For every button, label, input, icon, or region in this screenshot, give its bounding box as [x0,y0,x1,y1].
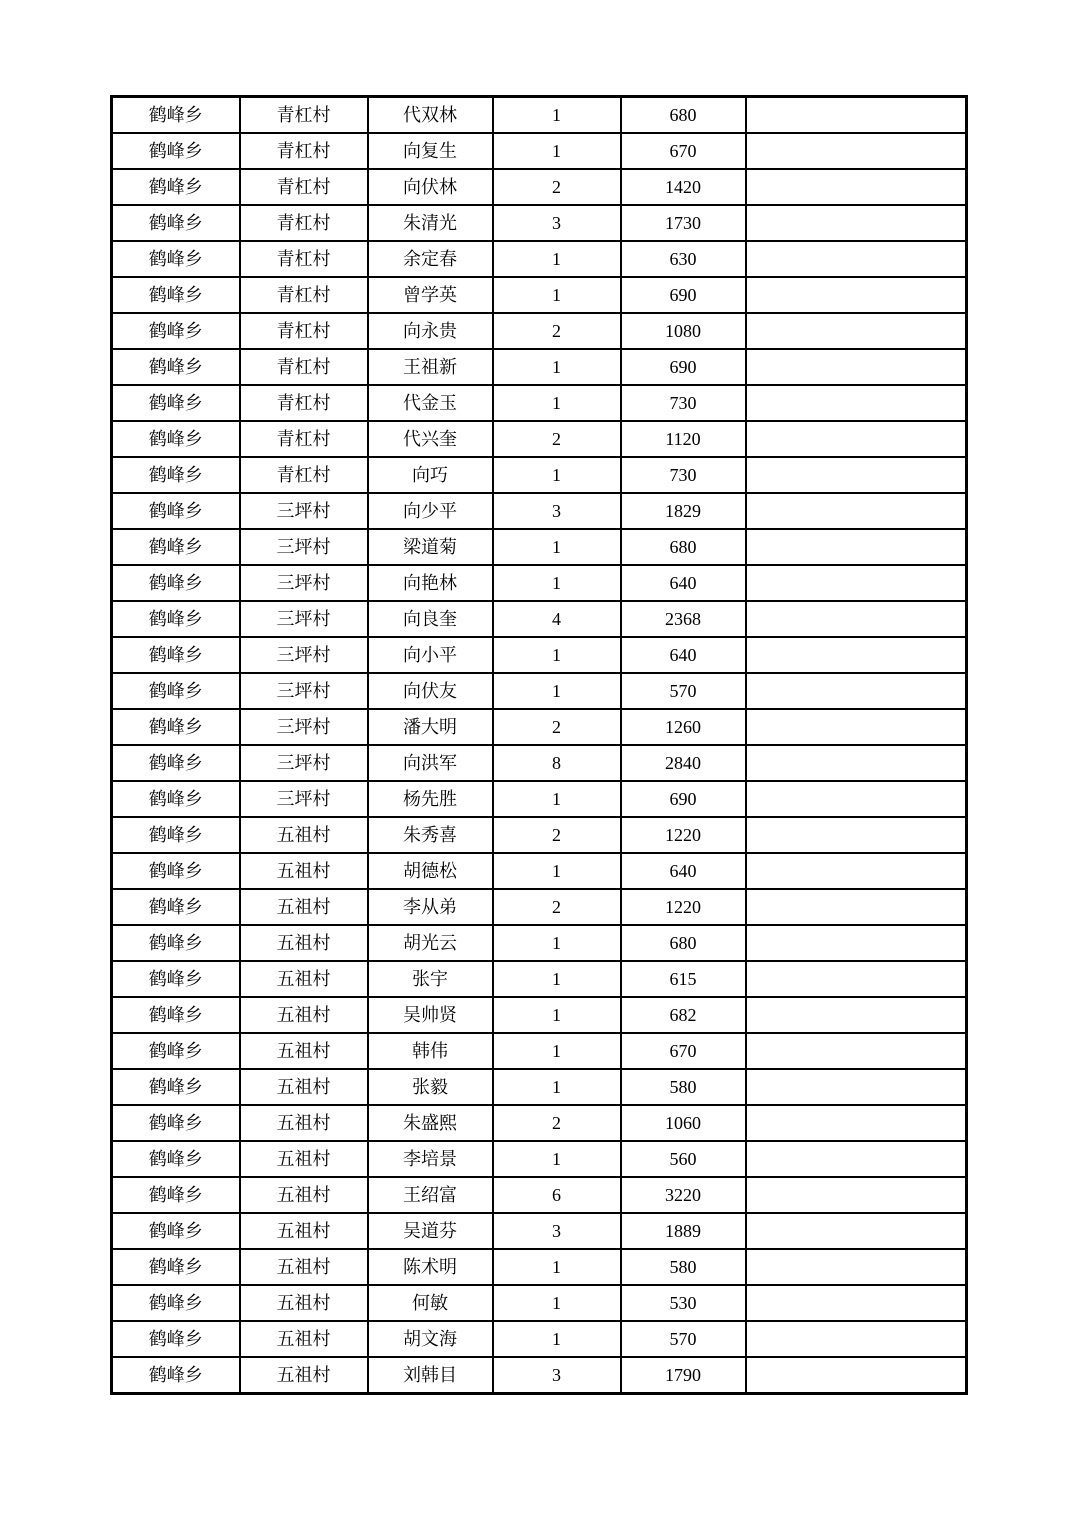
cell-township: 鹤峰乡 [112,925,240,961]
cell-amount: 1420 [621,169,746,205]
cell-remark [746,349,967,385]
table-row [112,1105,967,1141]
cell-village: 青杠村 [240,457,368,493]
cell-remark [746,277,967,313]
cell-count: 1 [493,97,621,134]
cell-name: 王绍富 [368,1177,493,1213]
cell-village: 三坪村 [240,745,368,781]
table-row [112,637,967,673]
cell-amount: 630 [621,241,746,277]
table-row [112,961,967,997]
cell-name: 何敏 [368,1285,493,1321]
cell-name: 胡光云 [368,925,493,961]
cell-township: 鹤峰乡 [112,169,240,205]
cell-count: 1 [493,1249,621,1285]
cell-count: 2 [493,889,621,925]
cell-remark [746,853,967,889]
cell-name: 代金玉 [368,385,493,421]
cell-township: 鹤峰乡 [112,637,240,673]
table-row [112,529,967,565]
cell-count: 1 [493,1321,621,1357]
cell-amount: 680 [621,529,746,565]
table-row [112,601,967,637]
cell-remark [746,745,967,781]
cell-name: 余定春 [368,241,493,277]
cell-amount: 730 [621,385,746,421]
cell-amount: 1790 [621,1357,746,1394]
cell-village: 青杠村 [240,349,368,385]
cell-village: 青杠村 [240,169,368,205]
cell-township: 鹤峰乡 [112,997,240,1033]
cell-name: 向良奎 [368,601,493,637]
cell-count: 1 [493,457,621,493]
cell-remark [746,1285,967,1321]
subsidy-table [110,95,968,1395]
cell-village: 五祖村 [240,997,368,1033]
cell-amount: 690 [621,781,746,817]
cell-remark [746,1069,967,1105]
cell-count: 3 [493,205,621,241]
cell-amount: 1260 [621,709,746,745]
cell-count: 1 [493,961,621,997]
cell-township: 鹤峰乡 [112,601,240,637]
cell-count: 1 [493,925,621,961]
table-row [112,565,967,601]
cell-name: 刘韩目 [368,1357,493,1394]
cell-count: 2 [493,1105,621,1141]
cell-village: 三坪村 [240,601,368,637]
cell-township: 鹤峰乡 [112,565,240,601]
cell-township: 鹤峰乡 [112,745,240,781]
cell-count: 1 [493,1069,621,1105]
cell-township: 鹤峰乡 [112,889,240,925]
cell-name: 杨先胜 [368,781,493,817]
cell-village: 青杠村 [240,205,368,241]
cell-count: 3 [493,1357,621,1394]
cell-village: 五祖村 [240,1321,368,1357]
cell-village: 五祖村 [240,1213,368,1249]
cell-name: 王祖新 [368,349,493,385]
table-row [112,673,967,709]
table-row [112,97,967,134]
cell-count: 1 [493,1141,621,1177]
cell-name: 吴道芬 [368,1213,493,1249]
table-row [112,1141,967,1177]
cell-name: 李从弟 [368,889,493,925]
cell-village: 三坪村 [240,781,368,817]
cell-remark [746,205,967,241]
cell-township: 鹤峰乡 [112,349,240,385]
cell-amount: 640 [621,565,746,601]
cell-remark [746,313,967,349]
cell-village: 三坪村 [240,493,368,529]
cell-count: 6 [493,1177,621,1213]
table-row [112,781,967,817]
cell-remark [746,97,967,134]
cell-count: 1 [493,133,621,169]
cell-township: 鹤峰乡 [112,1249,240,1285]
cell-amount: 2368 [621,601,746,637]
cell-remark [746,565,967,601]
cell-name: 张毅 [368,1069,493,1105]
cell-remark [746,637,967,673]
table-row [112,493,967,529]
cell-amount: 1889 [621,1213,746,1249]
cell-name: 张宇 [368,961,493,997]
cell-remark [746,529,967,565]
cell-count: 1 [493,997,621,1033]
cell-remark [746,781,967,817]
cell-village: 五祖村 [240,1177,368,1213]
cell-count: 2 [493,709,621,745]
cell-amount: 570 [621,673,746,709]
cell-count: 3 [493,1213,621,1249]
cell-count: 1 [493,781,621,817]
cell-township: 鹤峰乡 [112,1357,240,1394]
cell-remark [746,1249,967,1285]
cell-count: 1 [493,853,621,889]
cell-township: 鹤峰乡 [112,493,240,529]
cell-count: 1 [493,529,621,565]
table-row [112,709,967,745]
cell-township: 鹤峰乡 [112,1033,240,1069]
cell-township: 鹤峰乡 [112,241,240,277]
cell-remark [746,961,967,997]
cell-village: 青杠村 [240,277,368,313]
table-row [112,1033,967,1069]
cell-remark [746,889,967,925]
cell-name: 曾学英 [368,277,493,313]
cell-name: 潘大明 [368,709,493,745]
table-row [112,241,967,277]
cell-remark [746,493,967,529]
cell-remark [746,1213,967,1249]
cell-township: 鹤峰乡 [112,529,240,565]
cell-name: 李培景 [368,1141,493,1177]
table-row [112,169,967,205]
cell-village: 五祖村 [240,925,368,961]
cell-amount: 530 [621,1285,746,1321]
cell-remark [746,421,967,457]
cell-village: 三坪村 [240,637,368,673]
cell-name: 向少平 [368,493,493,529]
cell-village: 青杠村 [240,133,368,169]
cell-count: 1 [493,277,621,313]
cell-remark [746,709,967,745]
cell-township: 鹤峰乡 [112,1321,240,1357]
cell-village: 青杠村 [240,421,368,457]
table-row [112,1321,967,1357]
cell-township: 鹤峰乡 [112,277,240,313]
cell-name: 胡文海 [368,1321,493,1357]
table-row [112,1285,967,1321]
table-row [112,205,967,241]
cell-name: 吴帅贤 [368,997,493,1033]
cell-count: 4 [493,601,621,637]
cell-township: 鹤峰乡 [112,1285,240,1321]
cell-count: 1 [493,349,621,385]
cell-name: 向小平 [368,637,493,673]
cell-count: 1 [493,1285,621,1321]
cell-amount: 730 [621,457,746,493]
cell-remark [746,133,967,169]
cell-name: 朱盛熙 [368,1105,493,1141]
cell-township: 鹤峰乡 [112,1105,240,1141]
cell-amount: 570 [621,1321,746,1357]
cell-count: 1 [493,673,621,709]
cell-amount: 1080 [621,313,746,349]
cell-township: 鹤峰乡 [112,313,240,349]
cell-name: 向永贵 [368,313,493,349]
cell-remark [746,1105,967,1141]
cell-count: 1 [493,1033,621,1069]
cell-name: 向伏林 [368,169,493,205]
table-row [112,1357,967,1394]
cell-remark [746,1321,967,1357]
cell-village: 五祖村 [240,817,368,853]
cell-amount: 1060 [621,1105,746,1141]
cell-name: 代双林 [368,97,493,134]
cell-remark [746,601,967,637]
table-row [112,745,967,781]
cell-remark [746,997,967,1033]
cell-amount: 580 [621,1069,746,1105]
cell-township: 鹤峰乡 [112,1177,240,1213]
table-row [112,349,967,385]
cell-village: 三坪村 [240,565,368,601]
cell-remark [746,1141,967,1177]
cell-township: 鹤峰乡 [112,1213,240,1249]
cell-amount: 670 [621,133,746,169]
table-row [112,1177,967,1213]
cell-amount: 2840 [621,745,746,781]
cell-township: 鹤峰乡 [112,421,240,457]
cell-amount: 670 [621,1033,746,1069]
table-row [112,385,967,421]
cell-name: 朱清光 [368,205,493,241]
cell-count: 2 [493,169,621,205]
cell-village: 五祖村 [240,889,368,925]
cell-remark [746,925,967,961]
table-row [112,1213,967,1249]
cell-township: 鹤峰乡 [112,1069,240,1105]
cell-village: 五祖村 [240,1285,368,1321]
cell-remark [746,1177,967,1213]
cell-township: 鹤峰乡 [112,1141,240,1177]
cell-amount: 580 [621,1249,746,1285]
table-row [112,817,967,853]
cell-remark [746,457,967,493]
cell-remark [746,385,967,421]
cell-name: 向伏友 [368,673,493,709]
table-row [112,313,967,349]
table-body [112,97,967,1394]
cell-village: 青杠村 [240,313,368,349]
cell-township: 鹤峰乡 [112,709,240,745]
cell-village: 五祖村 [240,1141,368,1177]
cell-count: 1 [493,565,621,601]
cell-name: 韩伟 [368,1033,493,1069]
cell-township: 鹤峰乡 [112,961,240,997]
cell-village: 青杠村 [240,97,368,134]
cell-village: 青杠村 [240,241,368,277]
cell-count: 1 [493,637,621,673]
cell-name: 向巧 [368,457,493,493]
table-row [112,277,967,313]
cell-amount: 1220 [621,889,746,925]
table-row [112,1069,967,1105]
cell-amount: 615 [621,961,746,997]
cell-count: 2 [493,313,621,349]
cell-village: 五祖村 [240,1033,368,1069]
table-row [112,925,967,961]
cell-name: 向复生 [368,133,493,169]
cell-village: 三坪村 [240,673,368,709]
cell-remark [746,817,967,853]
cell-amount: 1730 [621,205,746,241]
cell-remark [746,169,967,205]
cell-name: 向艳林 [368,565,493,601]
cell-amount: 680 [621,925,746,961]
cell-township: 鹤峰乡 [112,673,240,709]
cell-amount: 690 [621,349,746,385]
cell-count: 1 [493,385,621,421]
cell-township: 鹤峰乡 [112,457,240,493]
cell-township: 鹤峰乡 [112,133,240,169]
cell-amount: 1829 [621,493,746,529]
cell-village: 五祖村 [240,1105,368,1141]
cell-amount: 640 [621,853,746,889]
table-row [112,421,967,457]
cell-township: 鹤峰乡 [112,97,240,134]
cell-amount: 680 [621,97,746,134]
table-row [112,457,967,493]
cell-remark [746,673,967,709]
table-row [112,889,967,925]
cell-township: 鹤峰乡 [112,385,240,421]
cell-township: 鹤峰乡 [112,205,240,241]
cell-village: 五祖村 [240,853,368,889]
table-row [112,853,967,889]
cell-name: 向洪军 [368,745,493,781]
cell-name: 梁道菊 [368,529,493,565]
cell-amount: 690 [621,277,746,313]
cell-amount: 682 [621,997,746,1033]
cell-village: 三坪村 [240,709,368,745]
cell-amount: 1220 [621,817,746,853]
cell-count: 3 [493,493,621,529]
cell-amount: 1120 [621,421,746,457]
cell-township: 鹤峰乡 [112,853,240,889]
cell-name: 胡德松 [368,853,493,889]
cell-remark [746,1357,967,1394]
cell-name: 陈术明 [368,1249,493,1285]
cell-village: 三坪村 [240,529,368,565]
cell-remark [746,241,967,277]
cell-count: 8 [493,745,621,781]
cell-amount: 560 [621,1141,746,1177]
table-row [112,997,967,1033]
cell-amount: 640 [621,637,746,673]
cell-township: 鹤峰乡 [112,781,240,817]
cell-village: 五祖村 [240,1357,368,1394]
cell-amount: 3220 [621,1177,746,1213]
table-row [112,133,967,169]
cell-village: 五祖村 [240,961,368,997]
cell-remark [746,1033,967,1069]
cell-count: 2 [493,817,621,853]
cell-village: 五祖村 [240,1069,368,1105]
cell-township: 鹤峰乡 [112,817,240,853]
table-row [112,1249,967,1285]
cell-name: 朱秀喜 [368,817,493,853]
cell-village: 青杠村 [240,385,368,421]
cell-count: 2 [493,421,621,457]
cell-village: 五祖村 [240,1249,368,1285]
cell-name: 代兴奎 [368,421,493,457]
cell-count: 1 [493,241,621,277]
